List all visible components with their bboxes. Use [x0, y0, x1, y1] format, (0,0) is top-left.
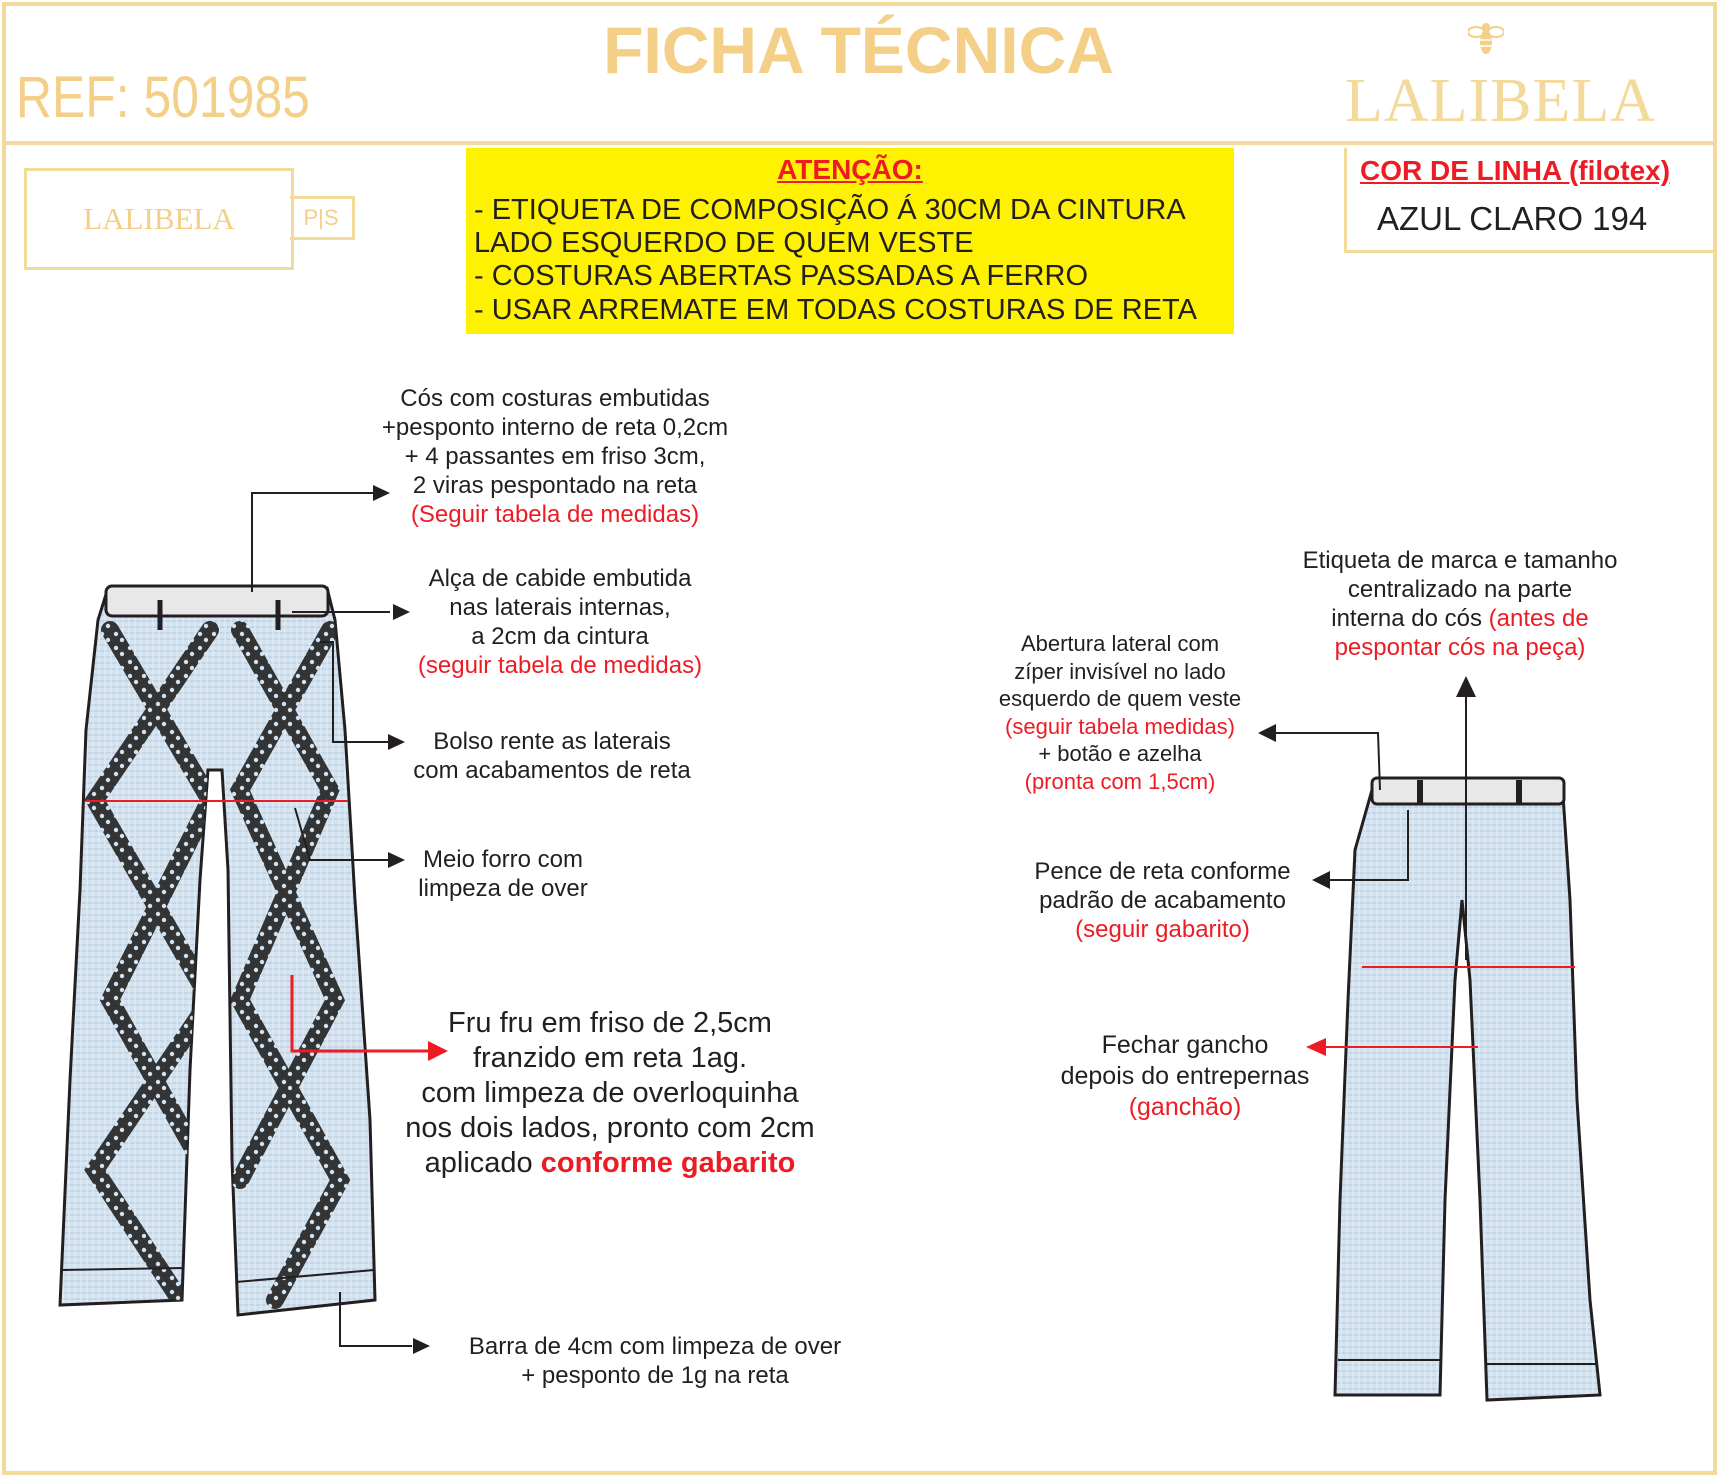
note-line: Etiqueta de marca e tamanho — [1302, 547, 1618, 574]
note-line-red: pespontar cós na peça) — [1334, 634, 1586, 661]
note-line: Pence de reta conforme — [1034, 858, 1291, 885]
note-line: esquerdo de quem veste — [998, 686, 1242, 711]
note-line: Bolso rente as laterais — [433, 728, 671, 755]
size-tag: P|S — [290, 196, 355, 240]
note-line: + botão e azelha — [1038, 741, 1202, 766]
note-line: Alça de cabide embutida — [428, 565, 692, 592]
note-text: aplicado — [424, 1147, 541, 1179]
note-line: depois do entrepernas — [1060, 1062, 1310, 1090]
back-pants-drawing — [1335, 778, 1600, 1400]
note-line: a 2cm da cintura — [471, 623, 649, 650]
note-line: 2 viras pespontado na reta — [412, 472, 698, 499]
note-line: com acabamentos de reta — [413, 757, 691, 784]
page-title: FICHA TÉCNICA — [603, 13, 1114, 87]
note-line: Abertura lateral com — [1020, 631, 1220, 656]
note-line: nos dois lados, pronto com 2cm — [405, 1112, 815, 1144]
note-line: limpeza de over — [418, 875, 588, 902]
note-half-lining — [388, 845, 618, 903]
front-pants-drawing — [60, 586, 375, 1315]
thread-color-heading: COR DE LINHA (filotex) — [1360, 155, 1671, 186]
note-side-opening — [980, 630, 1260, 795]
attention-line: - USAR ARREMATE EM TODAS COSTURAS DE RETA — [474, 294, 1197, 326]
reference-code: REF: 501985 — [16, 65, 310, 130]
note-line: + pesponto de 1g na reta — [521, 1362, 789, 1389]
note-line-red: (Seguir tabela de medidas) — [410, 501, 700, 528]
note-line-red: (seguir gabarito) — [1075, 916, 1250, 943]
note-text-red: conforme gabarito — [540, 1147, 796, 1179]
note-line: Fru fru em friso de 2,5cm — [448, 1007, 772, 1039]
note-dart — [1010, 857, 1315, 944]
note-line: padrão de acabamento — [1039, 887, 1286, 914]
note-line: Fechar gancho — [1101, 1031, 1269, 1059]
note-line-red: (pronta com 1,5cm) — [1024, 768, 1216, 794]
note-line-red: (seguir tabela de medidas) — [417, 652, 703, 679]
note-line: + 4 passantes em friso 3cm, — [404, 443, 706, 470]
note-line: nas laterais internas, — [449, 594, 671, 621]
attention-line: LADO ESQUERDO DE QUEM VESTE — [474, 227, 974, 259]
thread-color-value: AZUL CLARO 194 — [1377, 200, 1648, 237]
note-line: franzido em reta 1ag. — [472, 1042, 748, 1074]
note-ruffle — [380, 1006, 840, 1181]
label-brand-text: LALIBELA — [83, 201, 235, 236]
note-brand-label — [1260, 546, 1660, 662]
note-pocket — [380, 727, 724, 785]
note-line-red: (ganchão) — [1128, 1093, 1242, 1121]
note-hem — [430, 1332, 880, 1390]
note-line — [380, 1146, 840, 1181]
note-line-red: (seguir tabela medidas) — [1005, 713, 1235, 739]
note-line: zíper invisível no lado — [1014, 658, 1226, 684]
note-line: com limpeza de overloquinha — [421, 1077, 799, 1109]
attention-line: - ETIQUETA DE COMPOSIÇÃO Á 30CM DA CINTURA — [474, 194, 1186, 226]
attention-heading: ATENÇÃO: — [777, 154, 923, 185]
note-line: Cós com costuras embutidas — [400, 385, 710, 412]
brand-logo: LALIBELA — [1345, 67, 1657, 135]
note-text: interna do cós — [1331, 605, 1489, 632]
note-line: Barra de 4cm com limpeza de over — [468, 1333, 842, 1360]
note-line — [1260, 604, 1660, 633]
note-crotch — [1040, 1030, 1330, 1123]
note-line: centralizado na parte — [1347, 576, 1573, 603]
note-line: +pesponto interno de reta 0,2cm — [381, 414, 729, 441]
note-text-red: (antes de — [1488, 605, 1589, 632]
note-hanger-loop — [380, 564, 740, 680]
note-waistband — [340, 384, 770, 529]
attention-line: - COSTURAS ABERTAS PASSADAS A FERRO — [474, 260, 1088, 292]
note-line: Meio forro com — [422, 846, 584, 873]
